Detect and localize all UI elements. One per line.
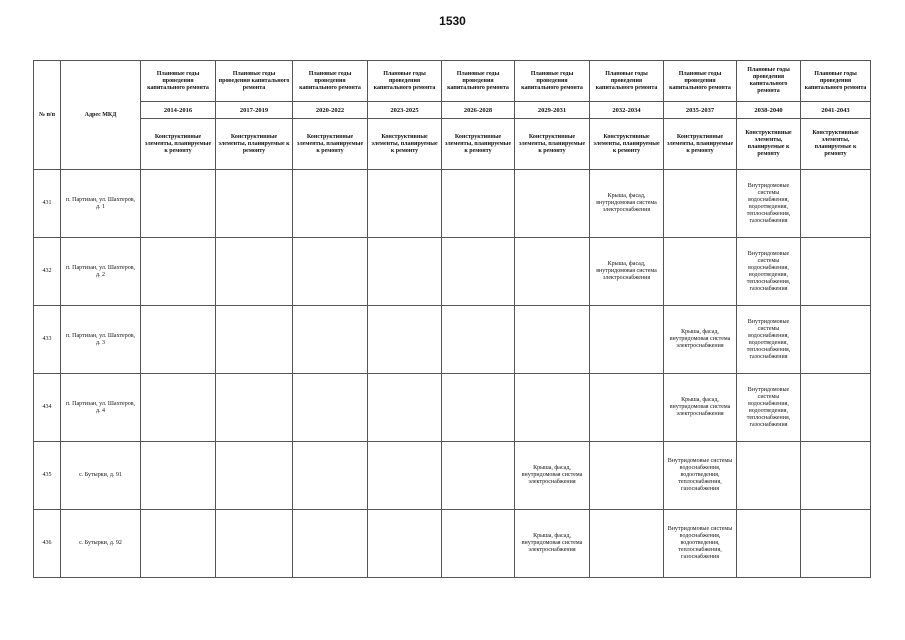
row-cell [216, 510, 293, 578]
row-cell [141, 510, 216, 578]
row-cell: Внутридомовые системы водоснабжения, водоотведения, теплоснабжения, газоснабжения [737, 374, 801, 442]
row-cell [141, 238, 216, 306]
row-address: п. Партизан, ул. Шахтеров, д. 1 [61, 170, 141, 238]
row-cell [515, 374, 590, 442]
table-row [34, 306, 871, 374]
row-cell [368, 442, 442, 510]
row-cell [442, 510, 515, 578]
row-cell [293, 306, 368, 374]
row-cell [515, 238, 590, 306]
row-cell [368, 170, 442, 238]
row-cell [442, 306, 515, 374]
header-planned-years: Плановые годы проведения капитального ремонта [141, 61, 216, 102]
row-cell [442, 238, 515, 306]
header-planned-years: Плановые годы проведения капитального ремонта [442, 61, 515, 102]
row-num: 435 [34, 442, 61, 510]
row-cell [216, 374, 293, 442]
header-planned-years: Плановые годы проведения капитального ремонта [737, 61, 801, 102]
row-cell [368, 306, 442, 374]
row-cell: Крыша, фасад, внутридомовая система электроснабжения [664, 306, 737, 374]
table-row [34, 170, 871, 238]
row-cell [368, 510, 442, 578]
page-number: 1530 [439, 14, 466, 28]
row-cell [368, 374, 442, 442]
header-planned-years: Плановые годы проведения капитального ремонта [368, 61, 442, 102]
row-cell [590, 374, 664, 442]
row-address: п. Партизан, ул. Шахтеров, д. 3 [61, 306, 141, 374]
row-cell [293, 442, 368, 510]
header-planned-years: Плановые годы проведения капитального ремонта [664, 61, 737, 102]
row-cell [293, 238, 368, 306]
header-period: 2032-2034 [590, 102, 664, 119]
table-row [34, 442, 871, 510]
row-cell [216, 170, 293, 238]
row-cell: Внутридомовые системы водоснабжения, водоотведения, теплоснабжения, газоснабжения [737, 238, 801, 306]
header-period: 2029-2031 [515, 102, 590, 119]
header-elements: Конструктивные элементы, планируемые к ремонту [737, 119, 801, 170]
header-period: 2026-2028 [442, 102, 515, 119]
row-cell [801, 374, 871, 442]
row-cell [141, 374, 216, 442]
row-cell [442, 170, 515, 238]
row-cell [590, 306, 664, 374]
row-cell [801, 510, 871, 578]
header-period: 2017-2019 [216, 102, 293, 119]
row-cell: Внутридомовые системы водоснабжения, водоотведения, теплоснабжения, газоснабжения [664, 510, 737, 578]
row-cell [293, 510, 368, 578]
row-cell [801, 238, 871, 306]
table-row [34, 374, 871, 442]
row-cell [737, 510, 801, 578]
row-cell [801, 442, 871, 510]
capital-repair-table [33, 60, 871, 578]
row-cell [293, 374, 368, 442]
header-period: 2041-2043 [801, 102, 871, 119]
row-cell: Внутридомовые системы водоснабжения, водоотведения, теплоснабжения, газоснабжения [664, 442, 737, 510]
row-address: п. Партизан, ул. Шахтеров, д. 2 [61, 238, 141, 306]
header-planned-years: Плановые годы проведения капитального ремонта [590, 61, 664, 102]
row-cell [590, 510, 664, 578]
row-cell: Крыша, фасад, внутридомовая система электроснабжения [590, 238, 664, 306]
row-cell: Крыша, фасад, внутридомовая система электроснабжения [515, 442, 590, 510]
header-elements: Конструктивные элементы, планируемые к ремонту [368, 119, 442, 170]
row-cell [216, 442, 293, 510]
table-row [34, 510, 871, 578]
header-elements: Конструктивные элементы, планируемые к ремонту [293, 119, 368, 170]
header-period: 2023-2025 [368, 102, 442, 119]
header-num: № п/п [34, 61, 61, 170]
header-period: 2020-2022 [293, 102, 368, 119]
header-elements: Конструктивные элементы, планируемые к ремонту [442, 119, 515, 170]
header-elements: Конструктивные элементы, планируемые к ремонту [141, 119, 216, 170]
row-cell [801, 306, 871, 374]
header-elements: Конструктивные элементы, планируемые к ремонту [216, 119, 293, 170]
row-cell [664, 238, 737, 306]
row-cell: Внутридомовые системы водоснабжения, водоотведения, теплоснабжения, газоснабжения [737, 170, 801, 238]
header-period: 2014-2016 [141, 102, 216, 119]
row-cell [216, 306, 293, 374]
row-cell: Крыша, фасад, внутридомовая система электроснабжения [664, 374, 737, 442]
row-num: 433 [34, 306, 61, 374]
row-num: 436 [34, 510, 61, 578]
header-elements: Конструктивные элементы, планируемые к ремонту [515, 119, 590, 170]
row-cell [515, 306, 590, 374]
row-cell [141, 306, 216, 374]
header-period: 2035-2037 [664, 102, 737, 119]
row-cell: Крыша, фасад, внутридомовая система электроснабжения [515, 510, 590, 578]
row-cell [664, 170, 737, 238]
row-cell [515, 170, 590, 238]
row-address: с. Бутырки, д. 91 [61, 442, 141, 510]
row-cell [442, 442, 515, 510]
row-cell: Крыша, фасад, внутридомовая система электроснабжения [590, 170, 664, 238]
row-cell [590, 442, 664, 510]
header-planned-years: Плановые годы проведения капитального ремонта [293, 61, 368, 102]
row-address: п. Партизан, ул. Шахтеров, д. 4 [61, 374, 141, 442]
header-period: 2038-2040 [737, 102, 801, 119]
row-cell [141, 442, 216, 510]
row-cell [216, 238, 293, 306]
header-elements: Конструктивные элементы, планируемые к ремонту [664, 119, 737, 170]
row-num: 431 [34, 170, 61, 238]
row-cell [442, 374, 515, 442]
row-cell: Внутридомовые системы водоснабжения, водоотведения, теплоснабжения, газоснабжения [737, 306, 801, 374]
row-num: 434 [34, 374, 61, 442]
row-cell [801, 170, 871, 238]
table-row [34, 238, 871, 306]
header-planned-years: Плановые годы проведения капитального ремонта [515, 61, 590, 102]
row-cell [141, 170, 216, 238]
header-elements: Конструктивные элементы, планируемые к ремонту [590, 119, 664, 170]
header-planned-years: Плановые годы проведения капитального ремонта [216, 61, 293, 102]
row-cell [293, 170, 368, 238]
row-cell [737, 442, 801, 510]
row-address: с. Бутырки, д. 92 [61, 510, 141, 578]
header-elements: Конструктивные элементы, планируемые к ремонту [801, 119, 871, 170]
row-cell [368, 238, 442, 306]
header-address: Адрес МКД [61, 61, 141, 170]
row-num: 432 [34, 238, 61, 306]
header-planned-years: Плановые годы проведения капитального ремонта [801, 61, 871, 102]
